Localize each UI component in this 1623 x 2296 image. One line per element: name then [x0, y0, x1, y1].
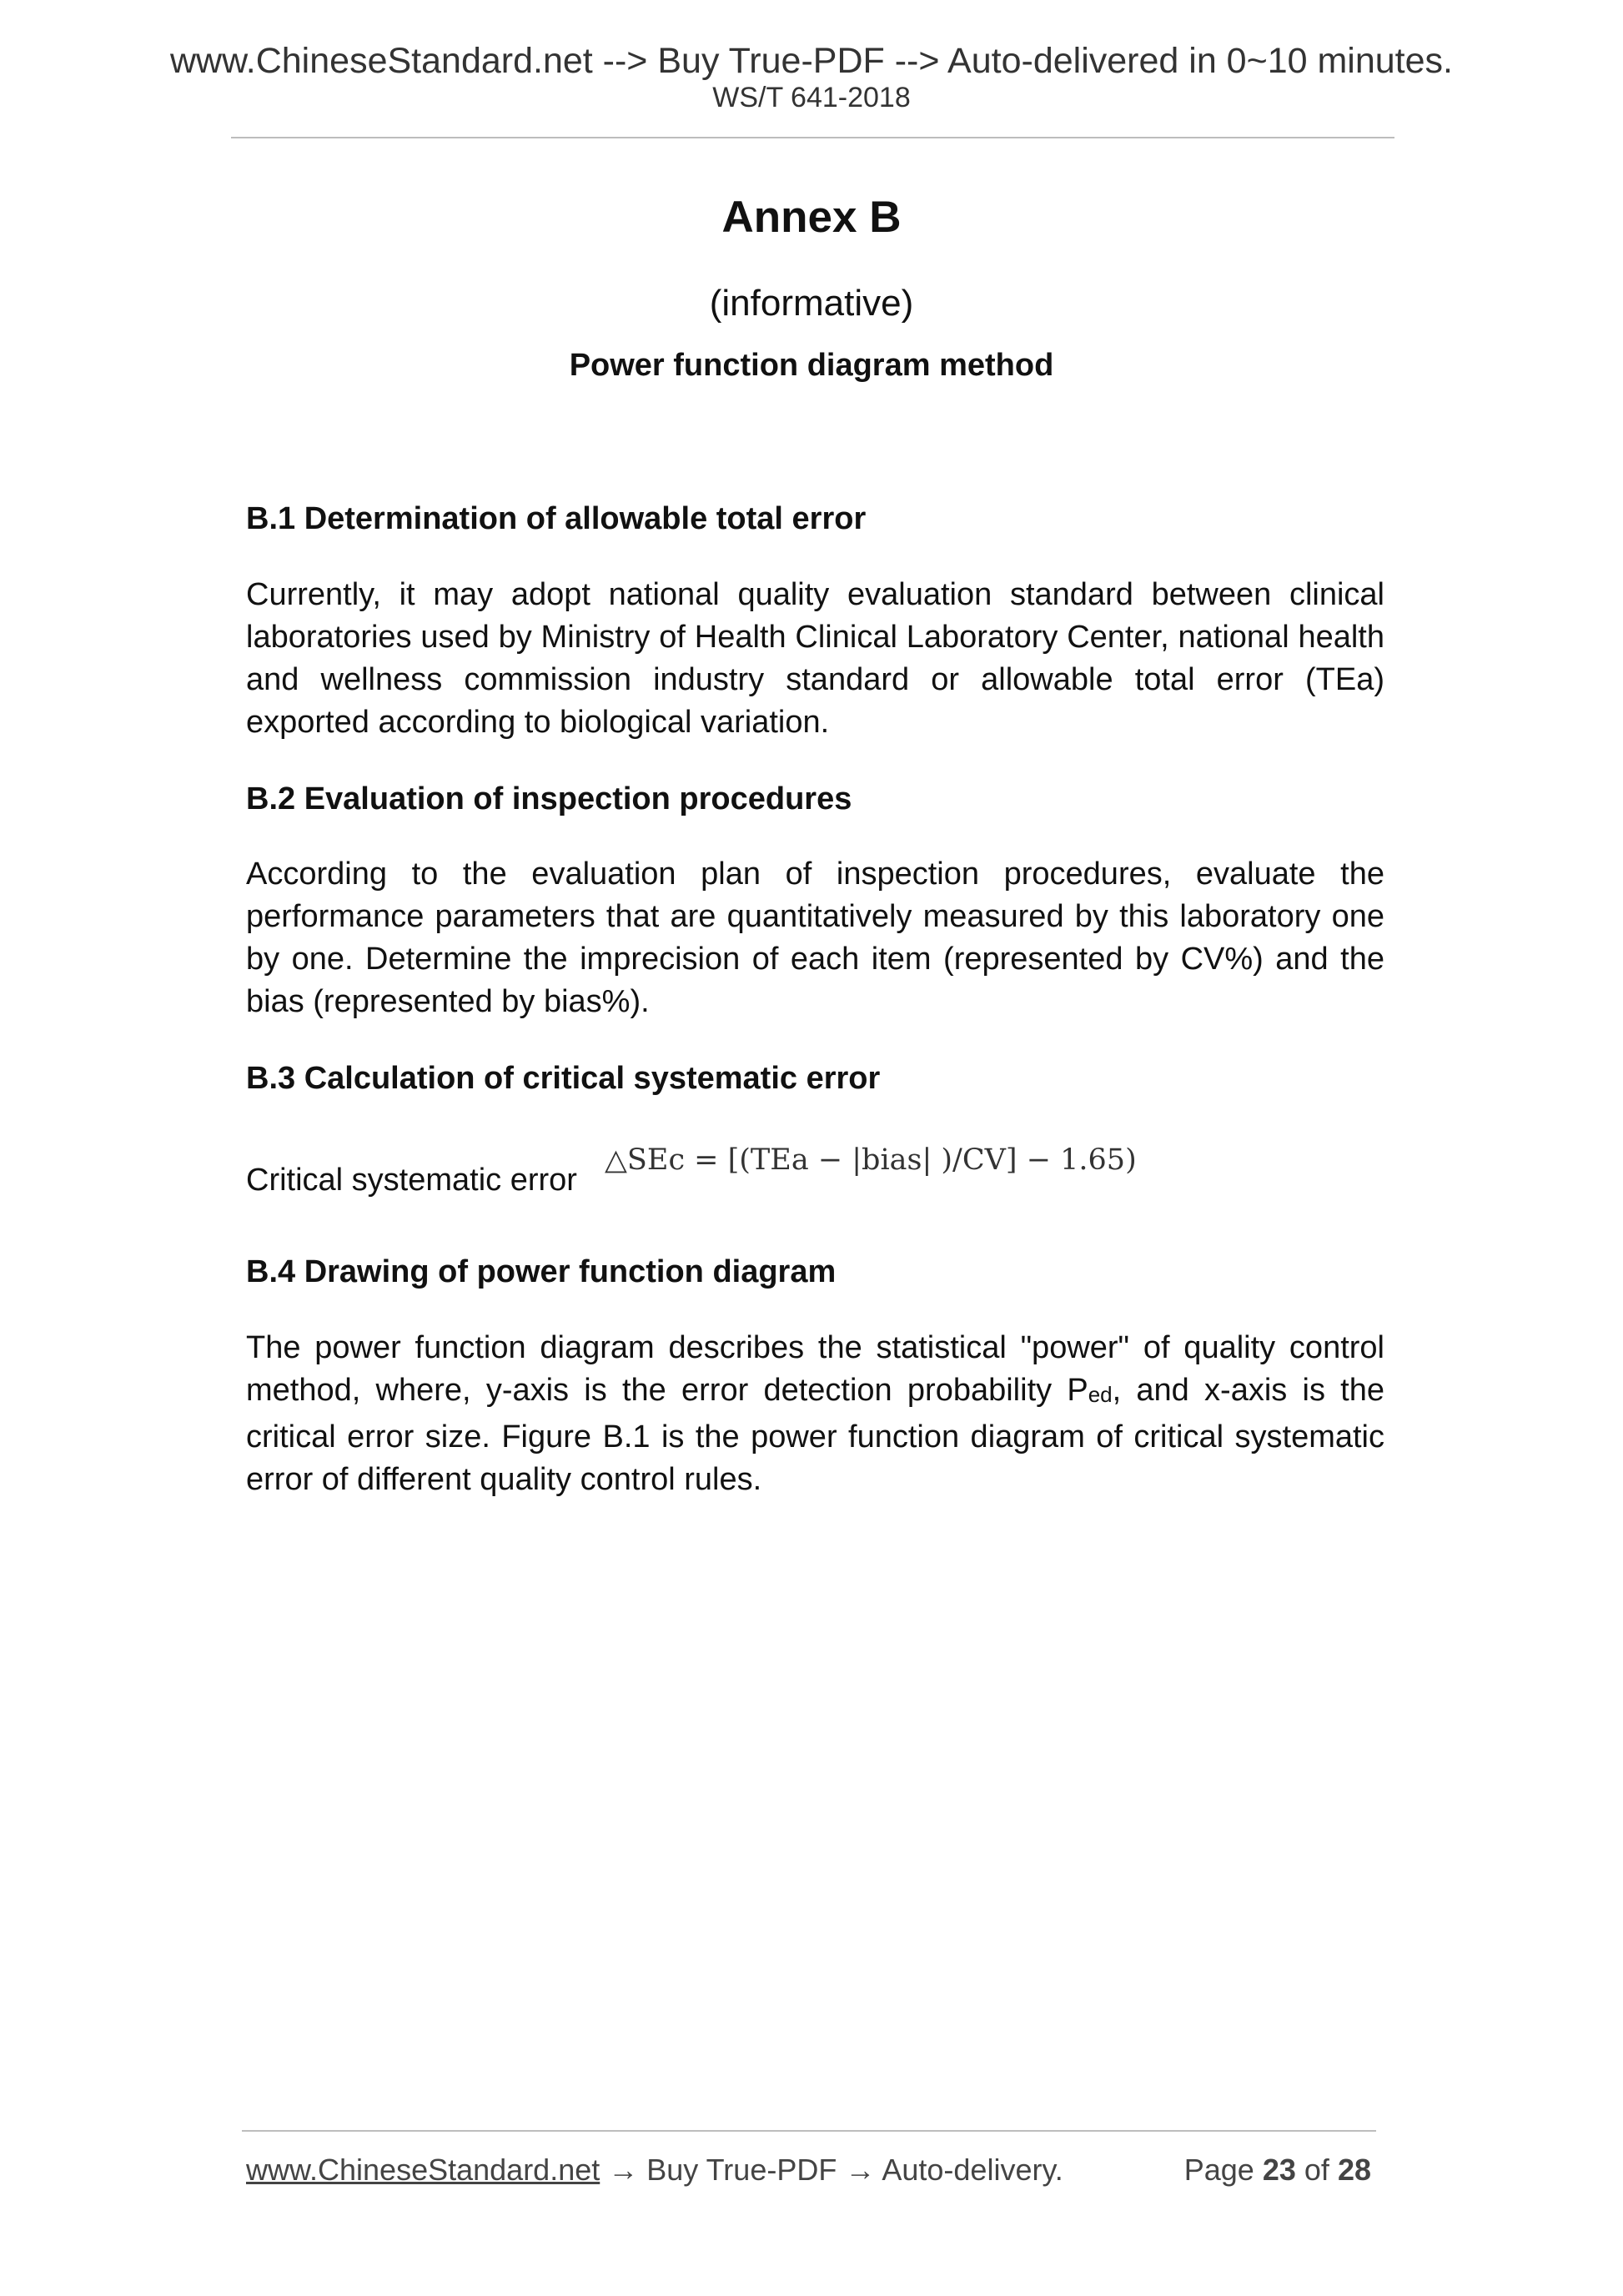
page-label: Page	[1183, 2153, 1254, 2187]
section-heading-b3: B.3 Calculation of critical systematic error	[246, 1061, 881, 1096]
footer-left	[246, 2153, 1063, 2187]
top-banner: www.ChineseStandard.net --> Buy True-PDF --> Auto-delivered in 0~10 minutes.	[169, 41, 1453, 81]
document-code: WS/T 641-2018	[712, 82, 911, 113]
critical-systematic-error-formula: △SEc = [(TEa − |bias| )/CV] − 1.65)	[605, 1143, 1137, 1177]
of-label: of	[1304, 2153, 1329, 2187]
page-total: 28	[1337, 2153, 1371, 2187]
section-heading-b2: B.2 Evaluation of inspection procedures	[246, 781, 852, 816]
page-number: 23	[1262, 2153, 1296, 2187]
annex-title: Annex B	[721, 193, 902, 242]
footer-buy-text: Buy True-PDF	[646, 2153, 837, 2187]
section-body-b4	[246, 1327, 1384, 1501]
annex-type: (informative)	[709, 283, 914, 324]
formula-label: Critical systematic error	[246, 1163, 577, 1198]
ped-subscript: ed	[1088, 1382, 1113, 1407]
section-body-b2: According to the evaluation plan of inspection procedures, evaluate the performance parameters that are quantitatively measured by this laboratory one by one. Determine the imprecision of each item (represented by CV%) and the bias (represented by bias%).	[246, 857, 1384, 1019]
footer-arrow-1: →	[600, 2153, 647, 2187]
section-body-b4-part2: , and x-axis is the critical error size. Figure B.1 is the power function diagram of critical systematic error of different quality control rules.	[246, 1373, 1384, 1497]
page-indicator	[1184, 2153, 1371, 2187]
section-body-b4-part1: The power function diagram describes the statistical "power" of quality control method, where, y-axis is the error detection probability P	[246, 1330, 1384, 1408]
footer-delivery-text: Auto-delivery.	[882, 2153, 1063, 2187]
footer-arrow-2: →	[837, 2153, 882, 2187]
footer-divider	[242, 2130, 1376, 2132]
annex-subject: Power function diagram method	[569, 348, 1054, 383]
section-heading-b4: B.4 Drawing of power function diagram	[246, 1254, 837, 1289]
header-divider	[231, 137, 1394, 138]
section-heading-b1: B.1 Determination of allowable total error	[246, 501, 867, 536]
section-body-b1: Currently, it may adopt national quality evaluation standard between clinical laboratories used by Ministry of Health Clinical Laboratory Center, national health and wellness commission industry standard or allowable total error (TEa) exported according to biological variation.	[246, 577, 1384, 740]
footer-site-link[interactable]: www.ChineseStandard.net	[246, 2153, 600, 2187]
